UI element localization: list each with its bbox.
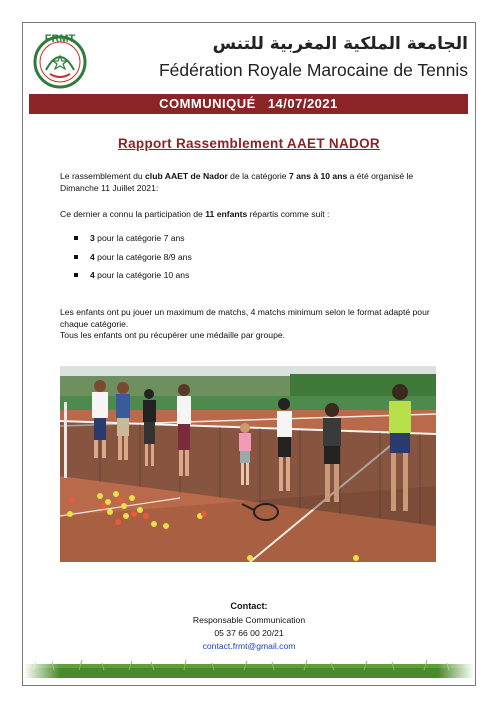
participation-paragraph <box>60 209 438 221</box>
category-text: pour la catégorie 7 ans <box>94 233 185 243</box>
svg-text:FRMT: FRMT <box>44 33 76 45</box>
medals-text: Tous les enfants ont pu récupérer une médaille par groupe. <box>60 330 286 340</box>
matches-paragraph <box>60 307 438 342</box>
participation-count: 11 enfants <box>205 209 248 219</box>
contact-heading: Contact: <box>230 601 268 611</box>
bullet-icon <box>74 255 78 259</box>
category-count: 4 <box>90 251 95 262</box>
page-border <box>22 22 476 686</box>
group-photo <box>60 366 436 562</box>
category-text: pour la catégorie 8/9 ans <box>94 251 192 262</box>
document-title: Rapport Rassemblement AAET NADOR <box>118 136 380 151</box>
banner-date: 14/07/2021 <box>267 96 338 111</box>
category-count: 4 <box>90 270 95 280</box>
intro-text-2: de la catégorie <box>227 171 289 181</box>
contact-name: Responsable Communication <box>192 615 306 625</box>
frmt-logo <box>30 30 90 90</box>
list-item <box>70 233 430 244</box>
arabic-title: الجامعة الملكية المغربية للتنس <box>212 34 468 54</box>
bullet-icon <box>74 273 78 277</box>
communique-banner <box>29 94 468 114</box>
participation-text-1: Ce dernier a connu la participation de <box>60 209 206 219</box>
category-count: 3 <box>90 233 95 243</box>
category-list <box>70 233 430 289</box>
contact-email-link[interactable]: contact.frmt@gmail.com <box>202 641 296 651</box>
category-text: pour la catégorie 10 ans <box>94 270 190 280</box>
list-item <box>70 252 430 263</box>
intro-paragraph <box>60 171 438 194</box>
intro-text-1: Le rassemblement du <box>60 171 146 181</box>
participation-text-2: répartis comme suit : <box>247 209 330 219</box>
organization-name: Fédération Royale Marocaine de Tennis <box>158 60 468 80</box>
matches-text: Les enfants ont pu jouer un maximum de matchs, 4 matchs minimum selon le format adapté pour chaque catégorie. <box>60 307 430 329</box>
contact-phone: 05 37 66 00 20/21 <box>214 628 284 638</box>
intro-text-3: a été organisé le Dimanche 11 Juillet 2021: <box>60 171 414 193</box>
bullet-icon <box>74 236 78 240</box>
intro-age-range: 7 ans à 10 ans <box>288 171 348 181</box>
intro-club-name: club AAET de Nador <box>145 171 228 181</box>
banner-label: COMMUNIQUÉ <box>159 96 256 111</box>
list-item <box>70 270 430 281</box>
grass-footer-decoration <box>24 658 474 678</box>
